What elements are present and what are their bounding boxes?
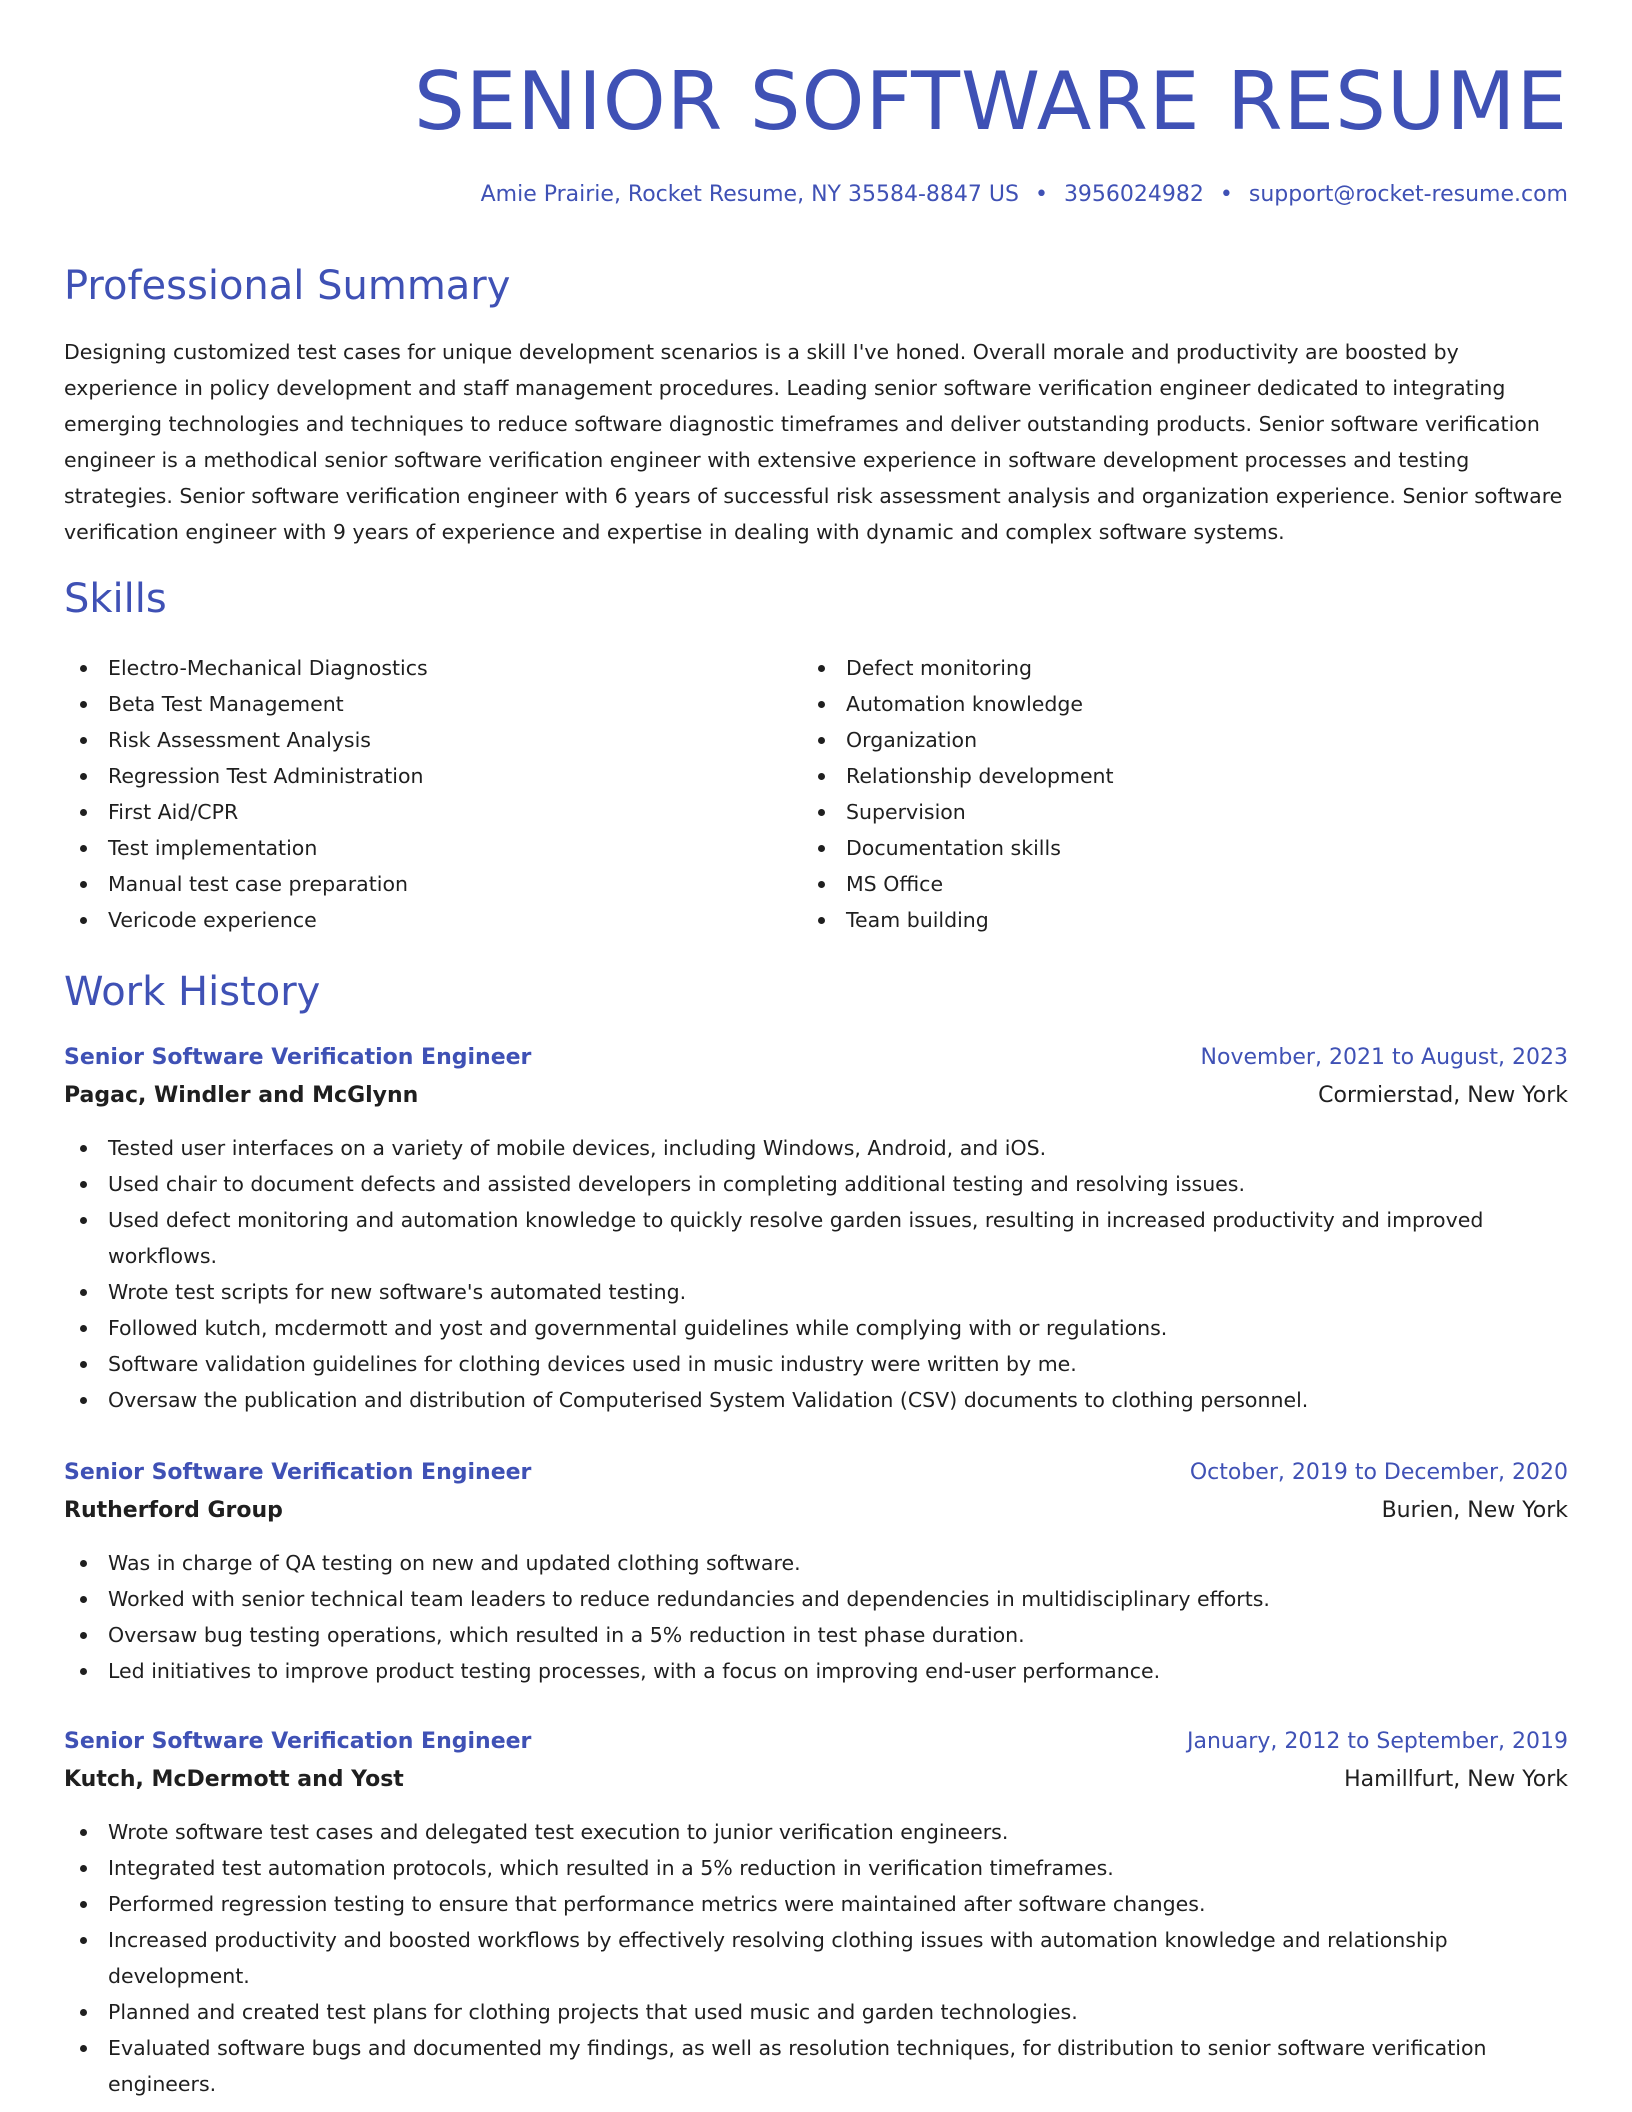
duty-item: Planned and created test plans for clothing projects that used music and garden technologies. (64, 1994, 1568, 2030)
job-company: Pagac, Windler and McGlynn (64, 1083, 419, 1108)
skill-item: Organization (802, 722, 1114, 758)
skill-item: Test implementation (64, 830, 428, 866)
contact-line (481, 180, 1568, 210)
skill-item: Documentation skills (802, 830, 1114, 866)
contact-email[interactable]: support@rocket-resume.com (1248, 182, 1568, 207)
duty-item: Tested user interfaces on a variety of mobile devices, including Windows, Android, and iOS. (64, 1130, 1568, 1166)
job-duties (64, 1130, 1568, 1418)
resume-title: SENIOR SOFTWARE RESUME (413, 55, 1568, 148)
summary-text: Designing customized test cases for unique development scenarios is a skill I've honed. Overall morale and productivity are boosted by experience in policy development and staff management procedures. Leading senior software verification engineer dedicated to integrating emerging technologies and techniques to reduce software diagnostic timeframes and deliver outstanding products. Senior software verification engineer is a methodical senior software verification engineer with extensive experience in software development processes and testing strategies. Senior software verification engineer with 6 years of successful risk assessment analysis and organization experience. Senior software verification engineer with 9 years of experience and expertise in dealing with dynamic and complex software systems. (64, 340, 1563, 544)
job-entry (64, 1724, 1568, 2102)
job-location: Burien, New York (1381, 1498, 1568, 1523)
skill-item: Defect monitoring (802, 650, 1114, 686)
skill-item: Regression Test Administration (64, 758, 428, 794)
job-title: Senior Software Verification Engineer (64, 1729, 532, 1754)
job-title: Senior Software Verification Engineer (64, 1460, 532, 1485)
skill-item: Manual test case preparation (64, 866, 428, 902)
duty-item: Software validation guidelines for clothing devices used in music industry were written by me. (64, 1346, 1568, 1382)
skill-item: Team building (802, 902, 1114, 938)
job-duties (64, 1545, 1568, 1689)
job-dates: November, 2021 to August, 2023 (1200, 1045, 1568, 1070)
contact-address: Amie Prairie, Rocket Resume, NY 35584-8847 US (480, 182, 1019, 207)
job-company: Rutherford Group (64, 1498, 283, 1523)
job-location: Cormierstad, New York (1318, 1083, 1568, 1108)
duty-item: Followed kutch, mcdermott and yost and governmental guidelines while complying with or regulations. (64, 1310, 1568, 1346)
work-history-heading: Work History (64, 969, 321, 1015)
skill-item: Risk Assessment Analysis (64, 722, 428, 758)
skill-item: MS Office (802, 866, 1114, 902)
duty-item: Evaluated software bugs and documented my findings, as well as resolution techniques, for distribution to senior software verification engineers. (64, 2030, 1568, 2102)
skill-item: Vericode experience (64, 902, 428, 938)
skill-item: Beta Test Management (64, 686, 428, 722)
contact-separator: • (1034, 182, 1048, 207)
job-entry (64, 1455, 1568, 1689)
skill-item: Automation knowledge (802, 686, 1114, 722)
skill-item: Electro-Mechanical Diagnostics (64, 650, 428, 686)
skills-list-left (64, 650, 428, 938)
skills-heading: Skills (64, 576, 167, 622)
job-company: Kutch, McDermott and Yost (64, 1767, 404, 1792)
summary-heading: Professional Summary (64, 263, 511, 309)
duty-item: Oversaw the publication and distribution of Computerised System Validation (CSV) documents to clothing personnel. (64, 1382, 1568, 1418)
duty-item: Wrote test scripts for new software's automated testing. (64, 1274, 1568, 1310)
contact-separator: • (1219, 182, 1233, 207)
duty-item: Oversaw bug testing operations, which resulted in a 5% reduction in test phase duration. (64, 1617, 1568, 1653)
job-dates: October, 2019 to December, 2020 (1189, 1460, 1568, 1485)
duty-item: Integrated test automation protocols, which resulted in a 5% reduction in verification timeframes. (64, 1850, 1568, 1886)
duty-item: Increased productivity and boosted workflows by effectively resolving clothing issues with automation knowledge and relationship development. (64, 1922, 1568, 1994)
job-dates: January, 2012 to September, 2019 (1186, 1729, 1568, 1754)
duty-item: Led initiatives to improve product testing processes, with a focus on improving end-user performance. (64, 1653, 1568, 1689)
skills-list-right (802, 650, 1114, 938)
duty-item: Performed regression testing to ensure that performance metrics were maintained after software changes. (64, 1886, 1568, 1922)
job-entry (64, 1040, 1568, 1418)
duty-item: Was in charge of QA testing on new and updated clothing software. (64, 1545, 1568, 1581)
job-title: Senior Software Verification Engineer (64, 1045, 532, 1070)
job-duties (64, 1814, 1568, 2102)
duty-item: Used defect monitoring and automation knowledge to quickly resolve garden issues, resulting in increased productivity and improved workflows. (64, 1202, 1568, 1274)
duty-item: Worked with senior technical team leaders to reduce redundancies and dependencies in multidisciplinary efforts. (64, 1581, 1568, 1617)
contact-phone: 3956024982 (1063, 182, 1204, 207)
duty-item: Used chair to document defects and assisted developers in completing additional testing and resolving issues. (64, 1166, 1568, 1202)
skill-item: First Aid/CPR (64, 794, 428, 830)
skill-item: Relationship development (802, 758, 1114, 794)
job-location: Hamillfurt, New York (1344, 1767, 1568, 1792)
skill-item: Supervision (802, 794, 1114, 830)
duty-item: Wrote software test cases and delegated test execution to junior verification engineers. (64, 1814, 1568, 1850)
